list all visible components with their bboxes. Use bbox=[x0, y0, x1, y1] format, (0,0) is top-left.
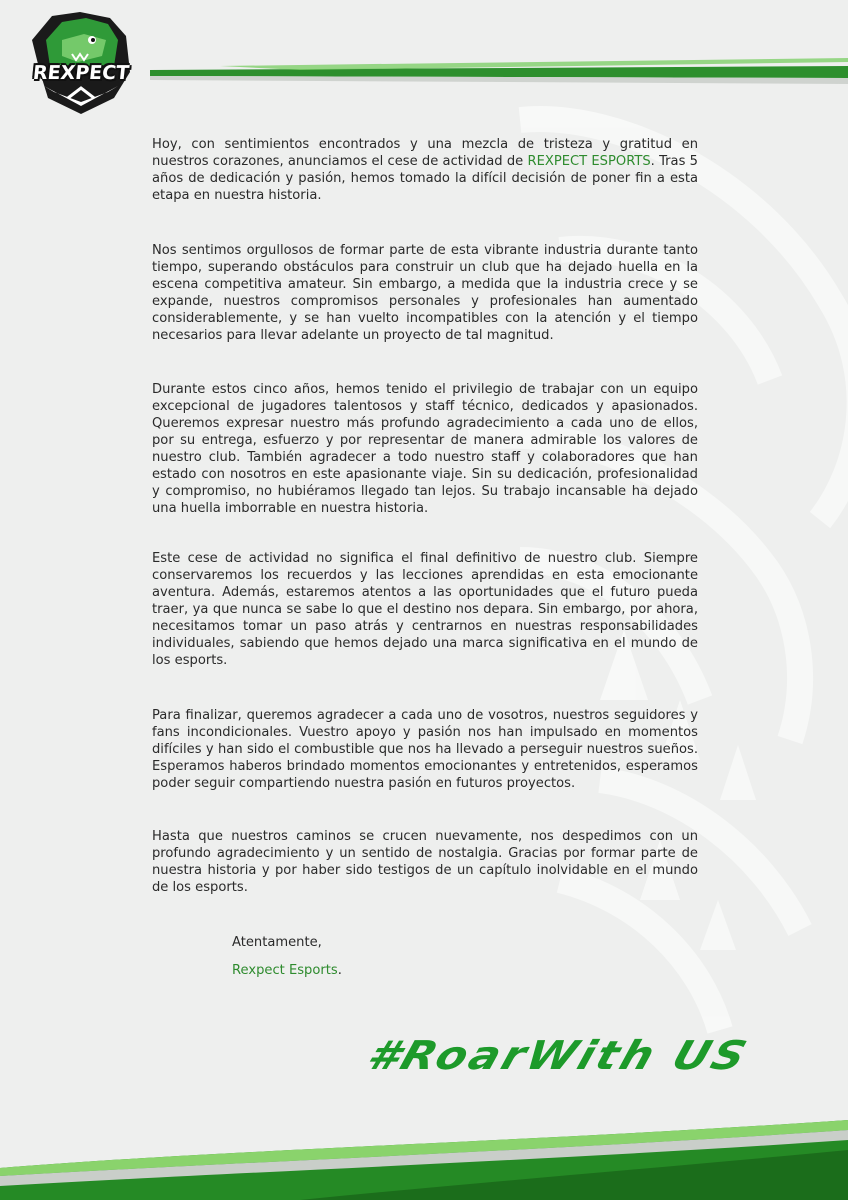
logo-wordmark: REXPECT bbox=[31, 62, 131, 84]
hashtag-slogan: #RoarWith US bbox=[361, 1032, 755, 1079]
paragraph-2: Nos sentimos orgullosos de formar parte de esta vibrante industria durante tanto tiempo, superando obstáculos para construir un club que ha dejado huella en la escena competitiva amateur. Sin embargo, a medida que la industria crece y se expande, nuestros compromisos personales y profesionales han aumentado considerablemente, y se han vuelto incompatibles con la atención y el tiempo necesarios para llevar adelante un proyecto de tal magnitud. bbox=[152, 243, 698, 343]
footer-stripes bbox=[0, 1120, 848, 1200]
closing-salutation: Atentamente, bbox=[232, 935, 322, 950]
signature bbox=[232, 963, 342, 978]
paragraph-1 bbox=[152, 136, 698, 204]
paragraph-5: Para finalizar, queremos agradecer a cada uno de vosotros, nuestros seguidores y fans incondicionales. Vuestro apoyo y pasión nos han impulsado en momentos difíciles y han sido el combustible que nos ha llevado a perseguir nuestros sueños. Esperamos haberos brindado momentos emocionantes y entretenidos, esperamos poder seguir compartiendo nuestra pasión en futuros proyectos. bbox=[152, 708, 698, 791]
letter-closing bbox=[232, 935, 342, 978]
signature-name: Rexpect Esports bbox=[232, 963, 338, 978]
header-stripes bbox=[150, 58, 848, 84]
paragraph-4: Este cese de actividad no significa el final definitivo de nuestro club. Siempre conservaremos los recuerdos y las lecciones aprendidas en esta emocionante aventura. Además, estaremos atentos a las oportunidades que el futuro pueda traer, ya que nunca se sabe lo que el destino nos depara. Sin embargo, por ahora, necesitamos tomar un paso atrás y centrarnos en nuestras responsabilidades individuales, sabiendo que hemos dejado una marca significativa en el mundo de los esports. bbox=[152, 551, 698, 668]
signature-period: . bbox=[337, 963, 342, 978]
brand-highlight: REXPECT ESPORTS bbox=[527, 154, 651, 169]
rexpect-logo bbox=[22, 10, 140, 118]
paragraph-1-start: Hoy, con sentimientos encontrados y una mezcla de tristeza y gratitud en nuestros corazones, anunciamos el cese de actividad de bbox=[152, 137, 698, 169]
paragraph-3: Durante estos cinco años, hemos tenido el privilegio de trabajar con un equipo excepcional de jugadores talentosos y staff técnico, dedicados y apasionados. Queremos expresar nuestro más profundo agradecimiento a cada uno de ellos, por su entrega, esfuerzo y por representar de manera admirable los valores de nuestro club. También agradecer a todo nuestro staff y colaboradores que han estado con nosotros en este apasionante viaje. Sin su dedicación, profesionalidad y compromiso, no hubiéramos llegado tan lejos. Su trabajo incansable ha dejado una huella imborrable en nuestra historia. bbox=[152, 382, 698, 516]
paragraph-1-end: . Tras 5 años de dedicación y pasión, hemos tomado la difícil decisión de poner fin a esta etapa en nuestra historia. bbox=[152, 154, 698, 203]
paragraph-6: Hasta que nuestros caminos se crucen nuevamente, nos despedimos con un profundo agradecimiento y un sentido de nostalgia. Gracias por formar parte de nuestra historia y por haber sido testigos de un capítulo inolvidable en el mundo de los esports. bbox=[152, 829, 698, 895]
